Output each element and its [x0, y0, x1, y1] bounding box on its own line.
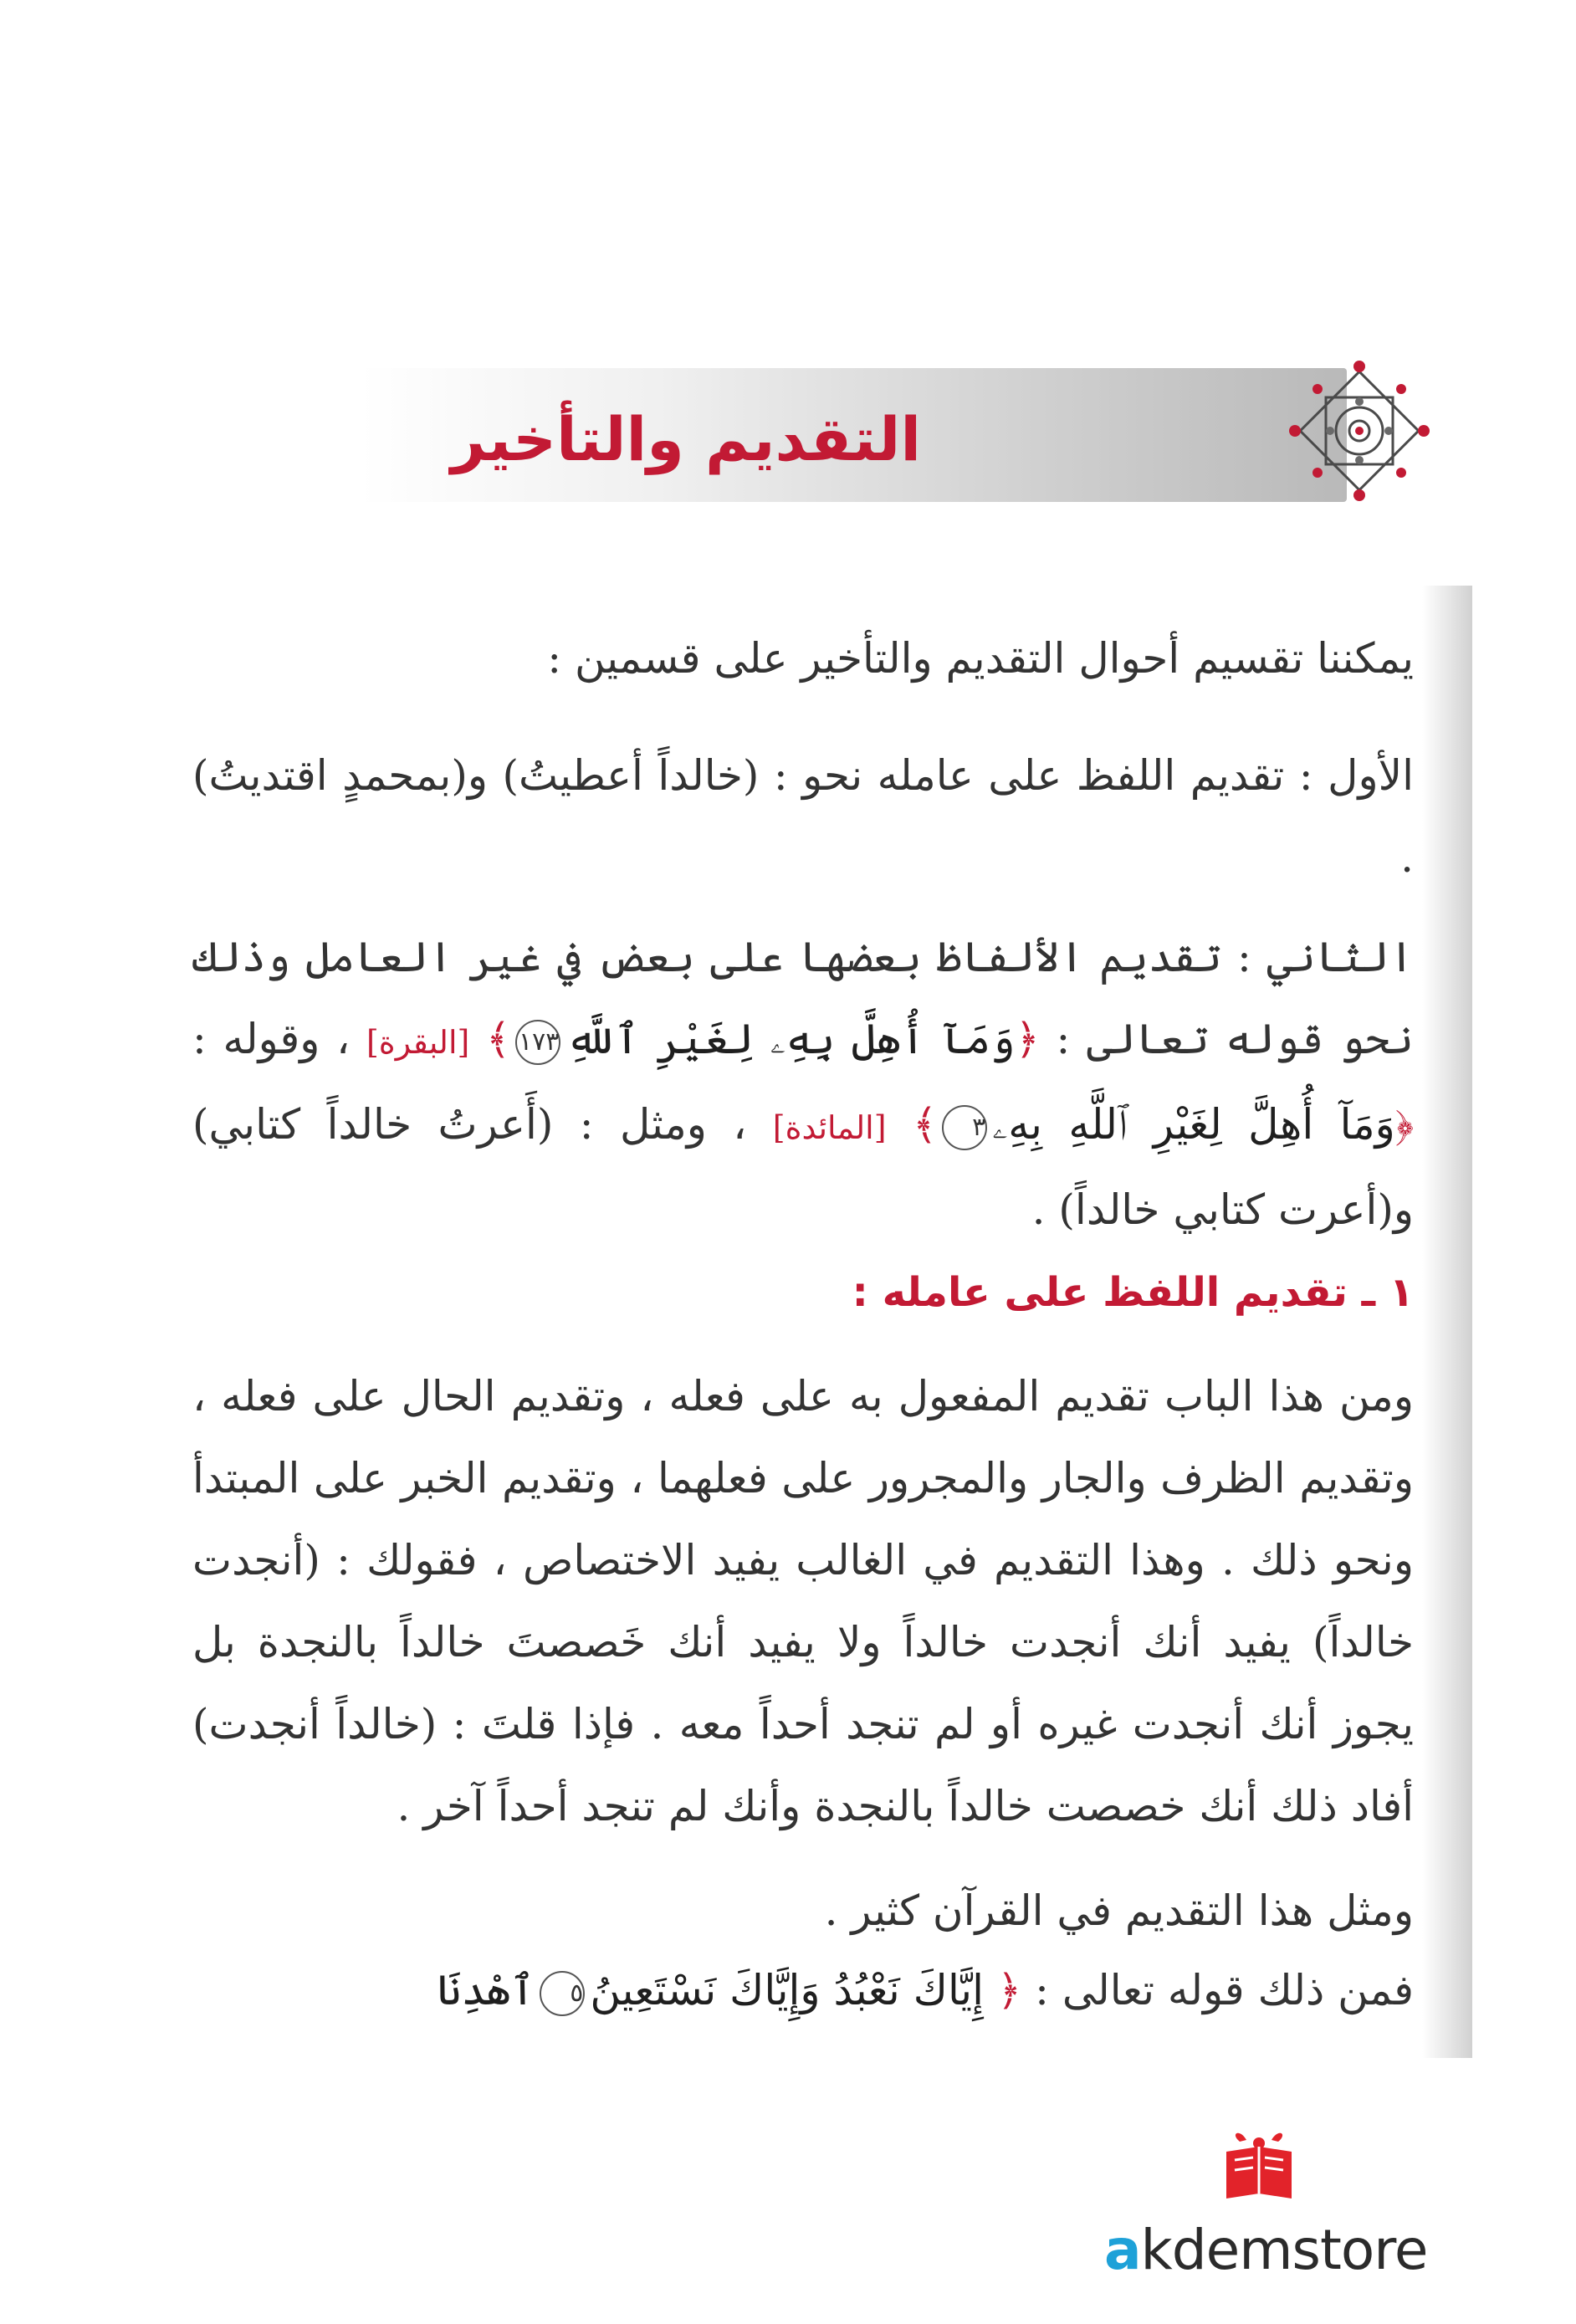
quran-close-bracket: ﴾ [486, 1015, 511, 1063]
logo-wordmark [1104, 2217, 1456, 2284]
quran-open-bracket: ﴿ [996, 1966, 1022, 2014]
page-title: التقديم والتأخير [450, 404, 922, 474]
quran-open-bracket: ﴿ [1394, 1100, 1414, 1149]
second-text-1: الثاني : تقديم الألفاظ بعضها على بعض في غير العامل وذلك نحو قوله تعالى : [192, 933, 1414, 1063]
logo-text-rest: kdemstore [1140, 2218, 1428, 2282]
ayah-number-marker: ٣ [942, 1105, 987, 1150]
intro-paragraph: يمكننا تقسيم أحوال التقديم والتأخير على قسمين : [547, 634, 1414, 683]
quran-open-bracket: ﴿ [1015, 1015, 1040, 1063]
book-gift-icon [1221, 2125, 1297, 2204]
final-quran-line [192, 1949, 1414, 2031]
ayah-number-marker: ٥ [540, 1971, 585, 2016]
quran-close-bracket: ﴾ [912, 1100, 938, 1149]
second-text-3: ، ومثل : (أَعرتُ خالداً كتابي) و(أعرت كتابي خالداً) . [192, 1100, 1414, 1234]
quran-verse-fatiha: إِيَّاكَ نَعْبُدُ وَإِيَّاكَ نَسْتَعِينُ [590, 1966, 984, 2014]
quran-verse-maidah: وَمَآ أُهِلَّ لِغَيْرِ ٱللَّهِ بِهِۦ [992, 1100, 1395, 1149]
quran-verse-baqarah: وَمَآ أُهِلَّ بِهِۦ لِغَيْرِ ٱللَّهِ [565, 1015, 1016, 1063]
surah-reference-maidah: [المائدة] [772, 1109, 887, 1146]
quran-verse-fatiha-continued: ٱهْدِنَا [437, 1966, 535, 2014]
final-text-1: فمن ذلك قوله تعالى : [1035, 1966, 1414, 2014]
page-edge-shadow [1422, 586, 1472, 2058]
floral-ornament-icon [1280, 351, 1439, 510]
second-type-paragraph [192, 916, 1414, 1251]
second-text-2: ، وقوله : [192, 1015, 351, 1063]
ayah-number-marker: ١٧٣ [515, 1020, 560, 1065]
surah-reference-baqarah: [البقرة] [366, 1024, 470, 1061]
first-type-paragraph: الأول : تقديم اللفظ على عامله نحو : (خالداً أعطيتُ) و(بمحمدٍ اقتديتُ) . [192, 751, 1414, 882]
section-heading: ١ ـ تقديم اللفظ على عامله : [852, 1269, 1414, 1316]
section-body-paragraph: ومن هذا الباب تقديم المفعول به على فعله ، وتقديم الحال على فعله ، وتقديم الظرف والجار والمجرور على فعلهما ، وتقديم الخبر على المبتدأ ونحو ذلك . وهذا التقديم في الغالب يفيد الاختصاص ، فقولك : (أنجدت خالداً) يفيد أنك أنجدت خالداً ولا يفيد أنك خَصصتَ خالداً بالنجدة بل يجوز أنك أنجدت غيره أو لم تنجد أحداً معه . فإذا قلتَ : (خالداً أنجدت) أفاد ذلك أنك خصصت خالداً بالنجدة وأنك لم تنجد أحداً آخر . [192, 1372, 1414, 1830]
logo-letter-a: a [1104, 2218, 1141, 2282]
akdemstore-logo [1104, 2125, 1456, 2292]
example-line: ومثل هذا التقديم في القرآن كثير . [824, 1886, 1414, 1935]
